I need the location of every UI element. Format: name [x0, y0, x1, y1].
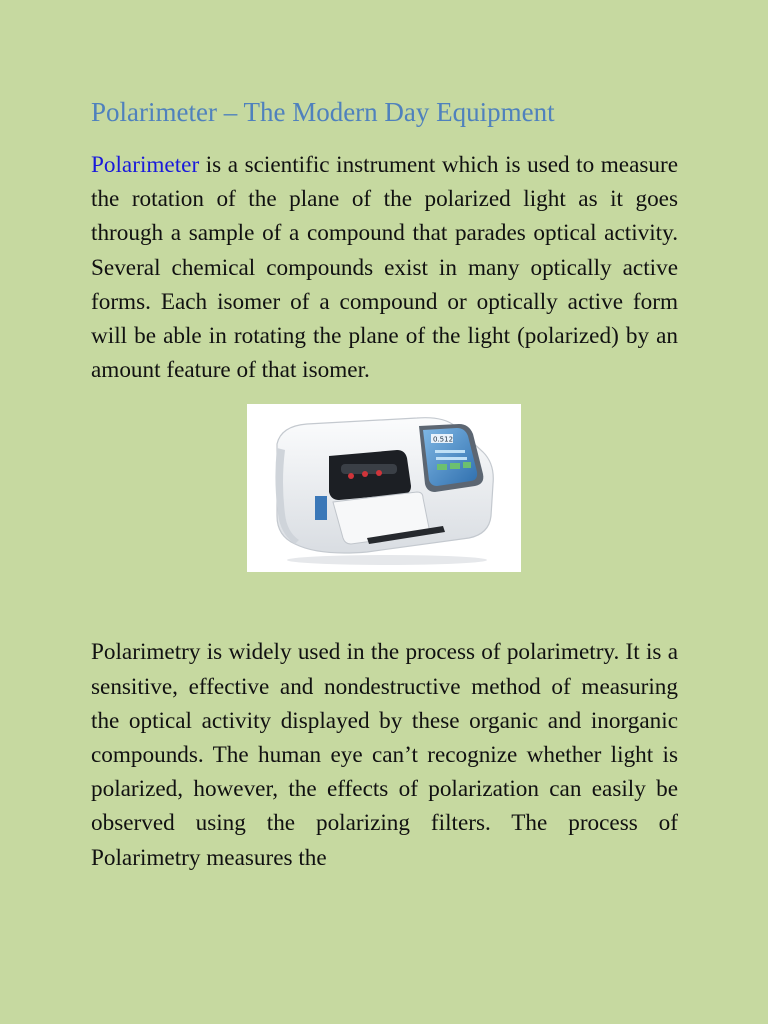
sample-tube: [341, 464, 397, 474]
intro-paragraph-text: is a scientific instrument which is used to measure the rotation of the plane of the polarized light as it goes through a sample of a compound that parades optical activity. Several chemical compounds exist in many optically active forms. Each isomer of a compound or optically active form will be able in rotating the plane of the light (polarized) by an amount feature of that isomer.: [91, 152, 678, 384]
screen-row: [436, 457, 467, 460]
body-paragraph-text: Polarimetry is widely used in the process of polarimetry. It is a sensitive, effective and nondestructive method of measuring the optical activity displayed by these organic and inorganic compounds. The human eye can’t recognize whether light is polarized, however, the effects of polarization can easily be observed using the polarizing: [91, 639, 678, 837]
screen-row: [435, 450, 465, 453]
document-heading: Polarimeter – The Modern Day Equipment: [91, 97, 555, 127]
base-shadow: [287, 555, 487, 565]
screen-button: [463, 462, 471, 468]
polarimeter-image: [247, 404, 521, 572]
document-page: [91, 92, 678, 875]
body-paragraph: [91, 635, 678, 874]
polarimeter-term: Polarimeter: [91, 152, 200, 178]
brand-label: [315, 496, 327, 520]
screen-button: [437, 464, 447, 470]
intro-paragraph: [91, 148, 678, 387]
screen-readout: 0.512: [433, 435, 454, 444]
polarimeter-illustration: [247, 404, 521, 572]
body-paragraph-last-line: filters. The process of Polarimetry measures the: [91, 810, 678, 871]
screen-button: [450, 463, 460, 469]
indicator-light: [376, 470, 382, 476]
sample-chamber: [329, 450, 411, 500]
indicator-light: [348, 473, 354, 479]
indicator-light: [362, 471, 368, 477]
